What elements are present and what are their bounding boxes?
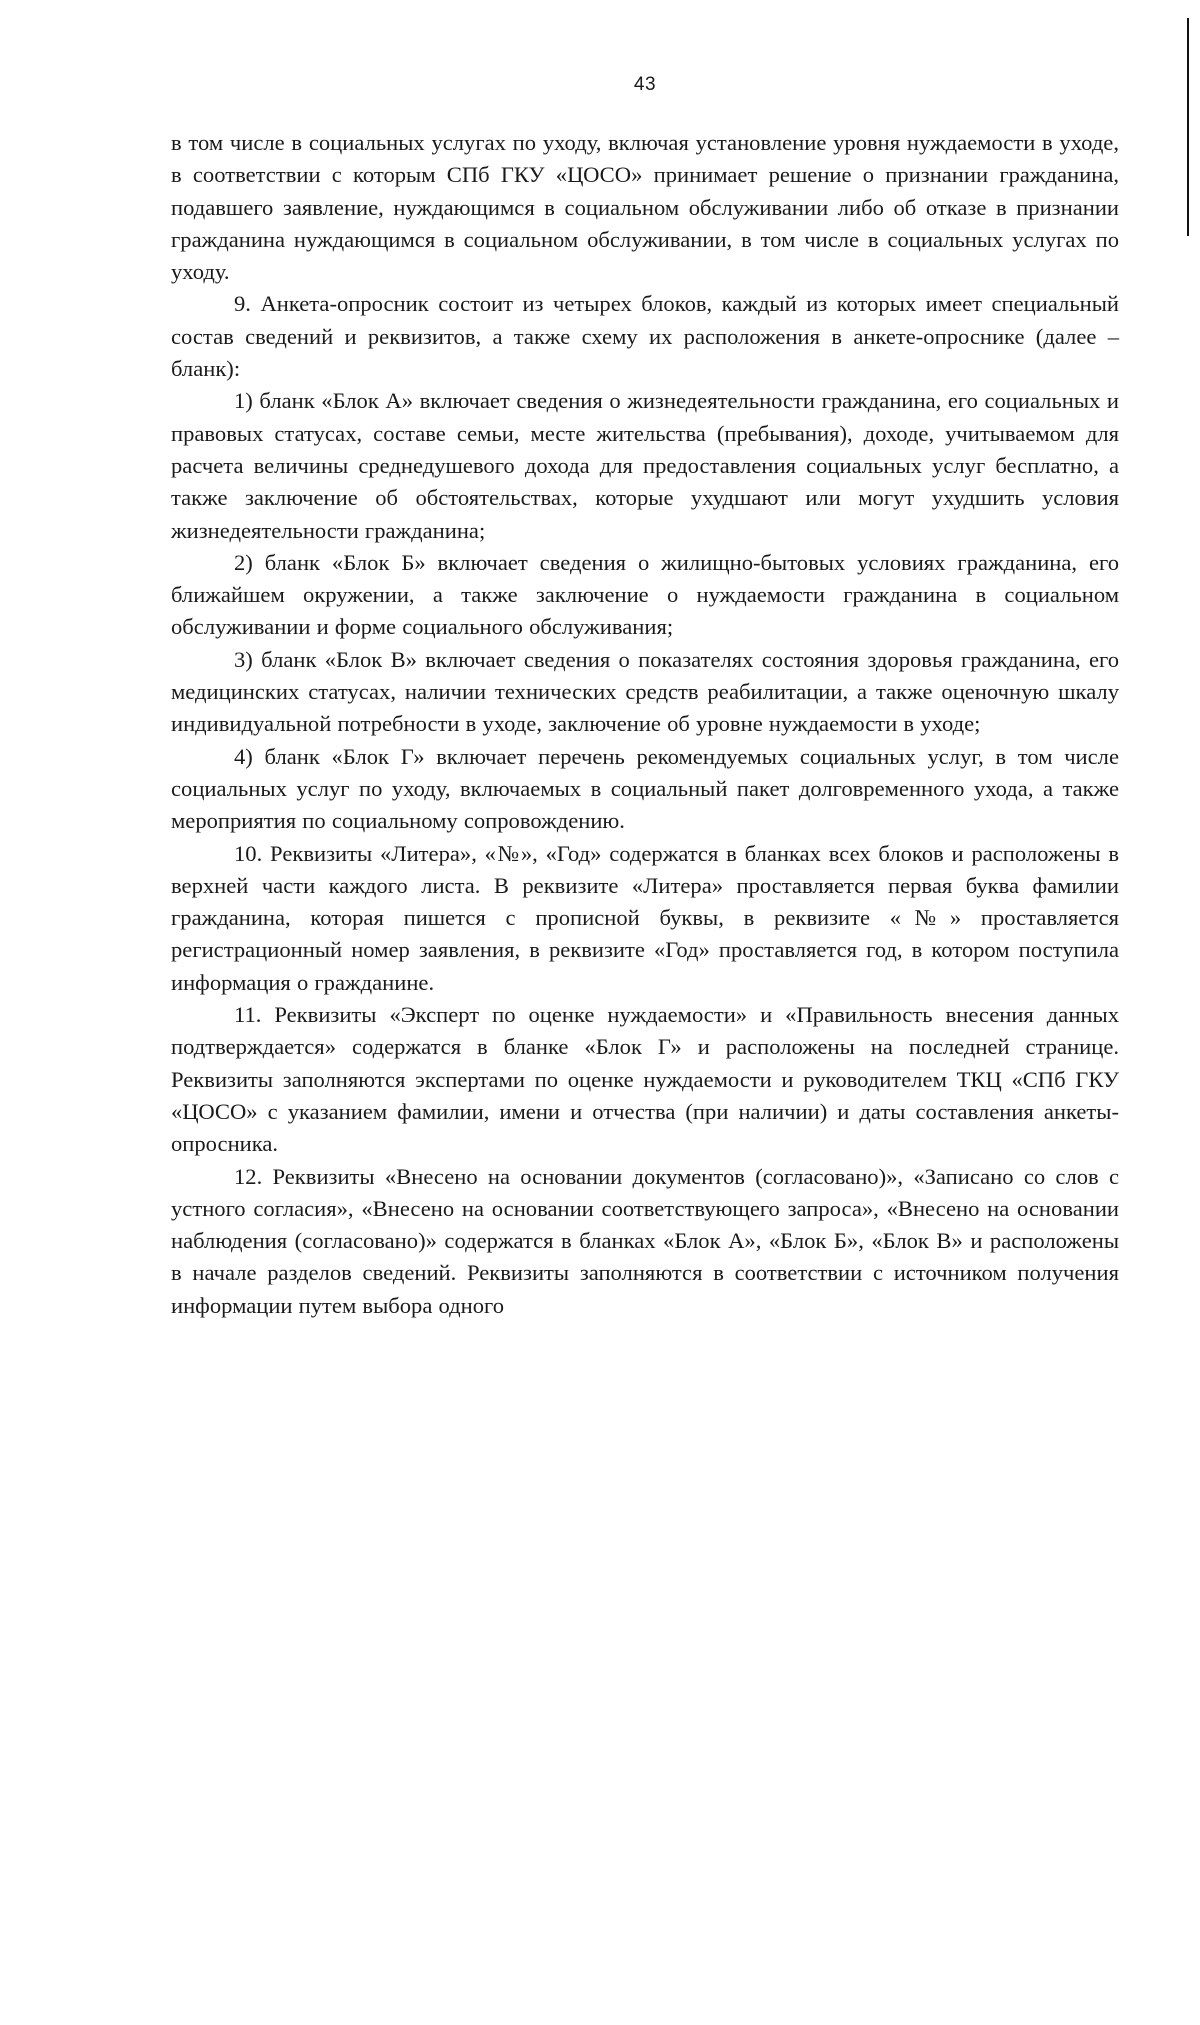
paragraph-item-12: 12. Реквизиты «Внесено на основании документов (согласовано)», «Записано со слов с устного согласия», «Внесено на основании соответствующего запроса», «Внесено на основании наблюдения (согласовано)» содержатся в бланках «Блок А», «Блок Б», «Блок В» и расположены в начале разделов сведений. Реквизиты заполняются в соответствии с источником получения информации путем выбора одного: [171, 1163, 1119, 1318]
paragraph-subitem-4: 4) бланк «Блок Г» включает перечень рекомендуемых социальных услуг, в том числе социальных услуг по уходу, включаемых в социальный пакет долговременного ухода, а также мероприятия по социальному сопровождению.: [171, 743, 1119, 834]
paragraph-continuation: в том числе в социальных услугах по уходу, включая установление уровня нуждаемости в уходе, в соответствии с которым СПб ГКУ «ЦОСО» принимает решение о признании гражданина, подавшего заявление, нуждающимся в социальном обслуживании либо об отказе в признании гражданина нуждающимся в социальном обслуживании, в том числе в социальных услугах по уходу.: [171, 130, 1119, 285]
paragraph-item-11: 11. Реквизиты «Эксперт по оценке нуждаемости» и «Правильность внесения данных подтверждается» содержатся в бланке «Блок Г» и расположены на последней странице. Реквизиты заполняются экспертами по оценке нуждаемости и руководителем ТКЦ «СПб ГКУ «ЦОСО» с указанием фамилии, имени и отчества (при наличии) и даты составления анкеты-опросника.: [171, 1002, 1119, 1157]
page-number: 43: [633, 74, 657, 95]
scan-edge-line: [1187, 18, 1189, 236]
paragraph-subitem-3: 3) бланк «Блок В» включает сведения о показателях состояния здоровья гражданина, его медицинских статусах, наличии технических средств реабилитации, а также оценочную шкалу индивидуальной потребности в уходе, заключение об уровне нуждаемости в уходе;: [171, 646, 1119, 737]
document-body: [171, 127, 1119, 1322]
paragraph-item-10: 10. Реквизиты «Литера», «№», «Год» содержатся в бланках всех блоков и расположены в верхней части каждого листа. В реквизите «Литера» проставляется первая буква фамилии гражданина, которая пишется с прописной буквы, в реквизите «№» проставляется регистрационный номер заявления, в реквизите «Год» проставляется год, в котором поступила информация о гражданине.: [171, 840, 1119, 995]
paragraph-subitem-2: 2) бланк «Блок Б» включает сведения о жилищно-бытовых условиях гражданина, его ближайшем окружении, а также заключение о нуждаемости гражданина в социальном обслуживании и форме социального обслуживания;: [171, 549, 1119, 640]
paragraph-subitem-1: 1) бланк «Блок А» включает сведения о жизнедеятельности гражданина, его социальных и правовых статусах, составе семьи, месте жительства (пребывания), доходе, учитываемом для расчета величины среднедушевого дохода для предоставления социальных услуг бесплатно, а также заключение об обстоятельствах, которые ухудшают или могут ухудшить условия жизнедеятельности гражданина;: [171, 388, 1119, 543]
paragraph-item-9: 9. Анкета-опросник состоит из четырех блоков, каждый из которых имеет специальный состав сведений и реквизитов, а также схему их расположения в анкете-опроснике (далее – бланк):: [171, 291, 1119, 382]
